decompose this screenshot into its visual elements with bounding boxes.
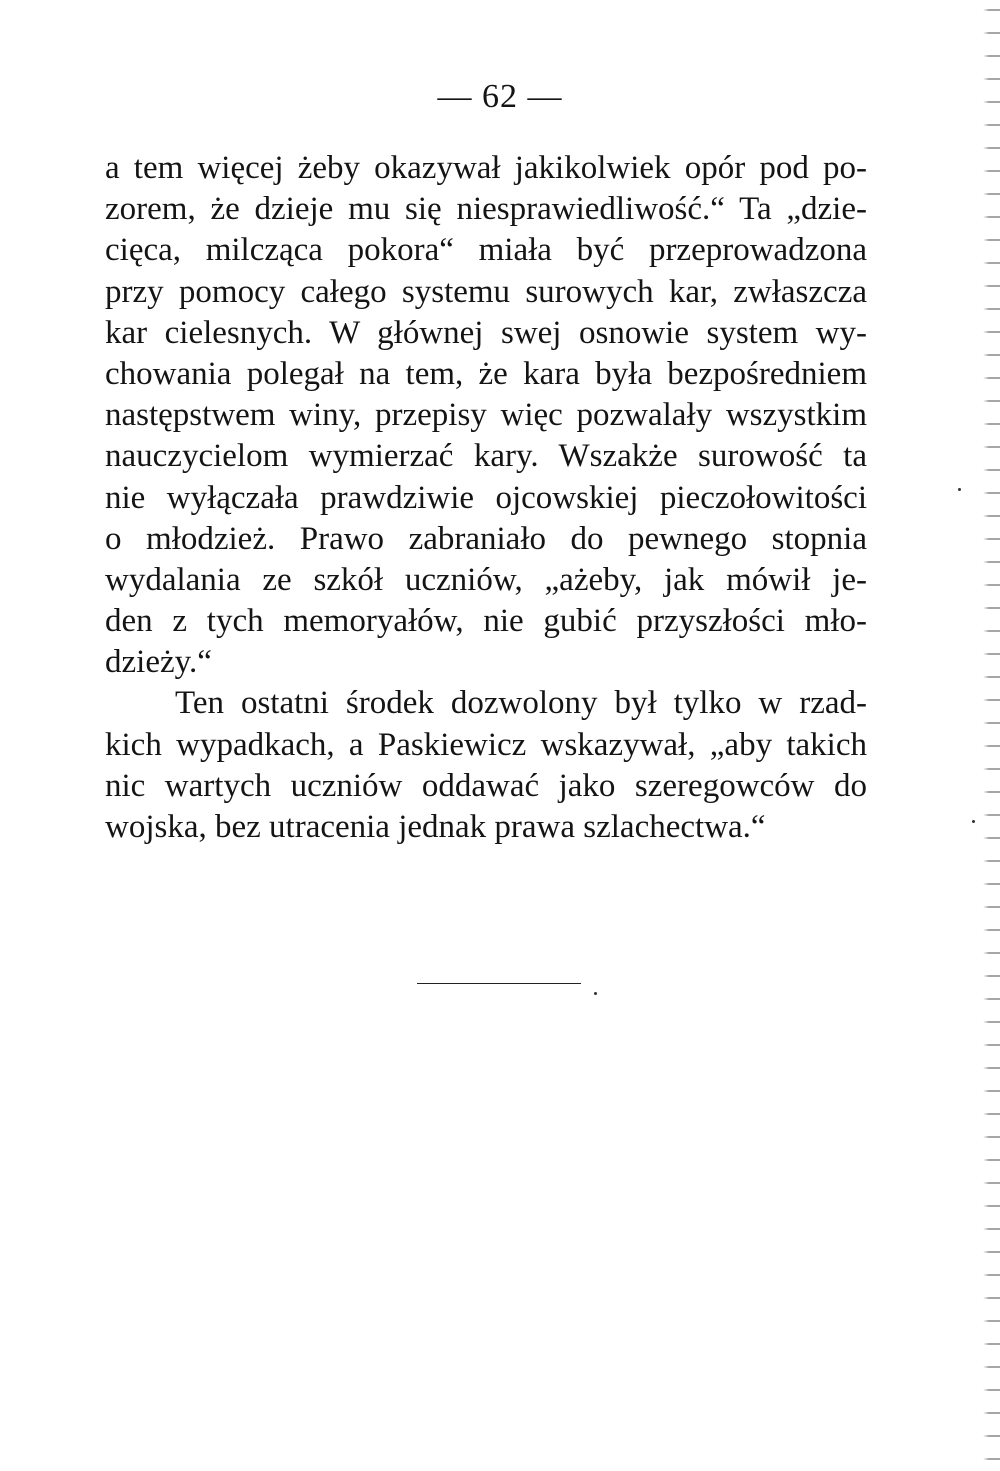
text-line: den z tych memoryałów, nie gubić przyszłości mło- bbox=[105, 603, 867, 640]
section-divider bbox=[417, 983, 581, 984]
text-line: przy pomocy całego systemu surowych kar, zwłaszcza bbox=[105, 273, 867, 310]
page-binding-edge bbox=[972, 0, 1000, 1471]
text-line: kich wypadkach, a Paskiewicz wskazywał, „aby takich bbox=[105, 726, 867, 763]
text-line: nie wyłączała prawdziwie ojcowskiej pieczołowitości bbox=[105, 479, 867, 516]
paragraph-1 bbox=[105, 148, 867, 683]
text-line: a tem więcej żeby okazywał jakikolwiek opór pod po- bbox=[105, 150, 867, 186]
text-line: kar cielesnych. W głównej swej osnowie system wy- bbox=[105, 314, 867, 351]
text-line: nauczycielom wymierzać kary. Wszakże surowość ta bbox=[105, 438, 867, 475]
paragraph-2 bbox=[105, 683, 867, 848]
text-line: następstwem winy, przepisy więc pozwalały wszystkim bbox=[105, 397, 867, 434]
text-line: chowania polegał na tem, że kara była bezpośredniem bbox=[105, 355, 867, 392]
text-line: Ten ostatni środek dozwolony był tylko w rzad- bbox=[175, 685, 867, 722]
print-speck bbox=[958, 488, 961, 491]
print-speck bbox=[972, 820, 975, 823]
text-line: cięca, milcząca pokora“ miała być przeprowadzona bbox=[105, 232, 867, 269]
text-line: wydalania ze szkół uczniów, „ażeby, jak mówił je- bbox=[105, 561, 867, 598]
text-line: nic wartych uczniów oddawać jako szeregowców do bbox=[105, 767, 867, 804]
text-line: zorem, że dzieje mu się niesprawiedliwość.“ Ta „dzie- bbox=[105, 191, 867, 228]
print-speck bbox=[594, 992, 597, 995]
body-text bbox=[105, 148, 867, 848]
text-line: wojska, bez utracenia jednak prawa szlachectwa.“ bbox=[105, 809, 766, 845]
text-line: o młodzież. Prawo zabraniało do pewnego stopnia bbox=[105, 520, 867, 557]
page-number: — 62 — bbox=[437, 78, 563, 115]
text-line: dzieży.“ bbox=[105, 644, 212, 681]
